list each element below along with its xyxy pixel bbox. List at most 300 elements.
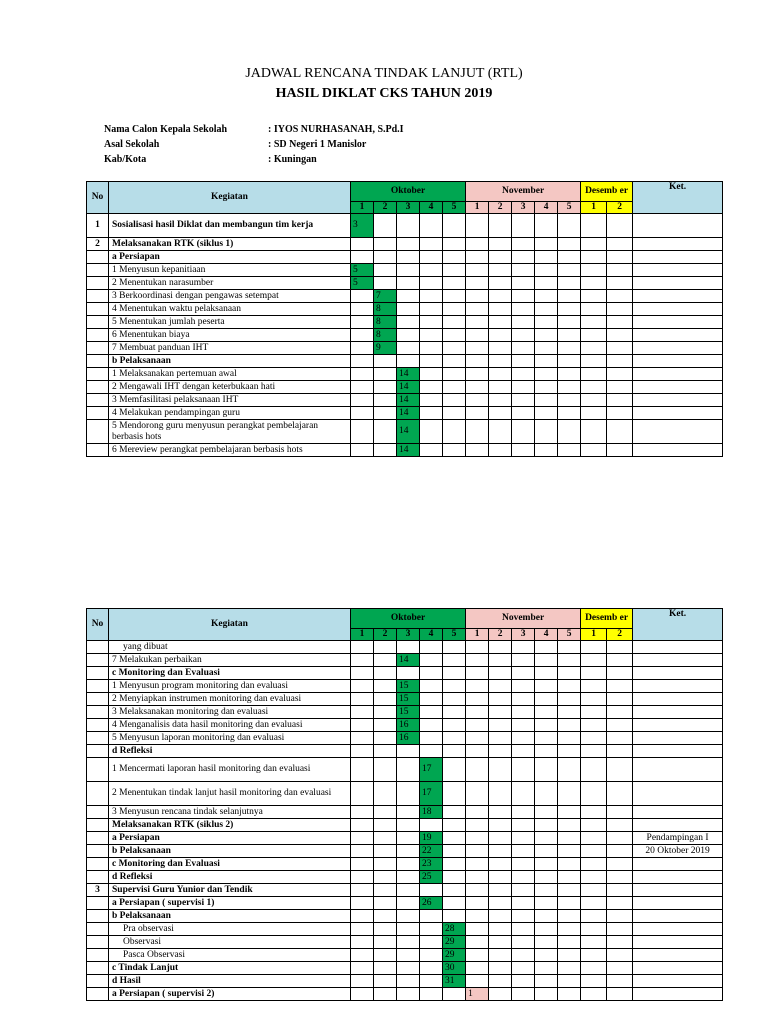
schedule-cell	[420, 745, 443, 758]
schedule-cell	[489, 368, 512, 381]
schedule-cell	[489, 394, 512, 407]
schedule-cell	[397, 758, 420, 782]
schedule-cell	[351, 719, 374, 732]
schedule-cell	[466, 667, 489, 680]
schedule-cell	[466, 962, 489, 975]
schedule-cell	[581, 368, 607, 381]
schedule-cell	[535, 858, 558, 871]
schedule-cell	[443, 988, 466, 1001]
schedule-cell	[558, 806, 581, 819]
note-cell	[633, 214, 723, 238]
schedule-cell	[558, 277, 581, 290]
table-row	[87, 214, 723, 238]
schedule-cell	[607, 949, 633, 962]
row-number: 2	[87, 238, 109, 251]
note-cell	[633, 251, 723, 264]
note-cell	[633, 806, 723, 819]
schedule-cell	[581, 845, 607, 858]
week-header: 5	[443, 629, 466, 641]
schedule-cell	[558, 290, 581, 303]
schedule-cell	[512, 758, 535, 782]
schedule-cell	[420, 962, 443, 975]
schedule-cell	[535, 420, 558, 444]
table-row	[87, 680, 723, 693]
schedule-cell	[489, 884, 512, 897]
info-label: Asal Sekolah	[104, 139, 160, 150]
schedule-cell	[489, 251, 512, 264]
schedule-mark: 15	[397, 706, 420, 719]
activity-cell: a Persiapan	[109, 251, 351, 264]
row-number	[87, 806, 109, 819]
schedule-cell	[374, 706, 397, 719]
table-row	[87, 923, 723, 936]
schedule-cell	[607, 962, 633, 975]
schedule-cell	[558, 910, 581, 923]
schedule-cell	[443, 758, 466, 782]
schedule-cell	[512, 667, 535, 680]
note-cell	[633, 303, 723, 316]
schedule-cell	[607, 444, 633, 457]
table-row	[87, 667, 723, 680]
schedule-cell	[558, 316, 581, 329]
schedule-cell	[512, 641, 535, 654]
activity-cell: Observasi	[109, 936, 351, 949]
schedule-cell	[443, 277, 466, 290]
schedule-cell	[351, 329, 374, 342]
activity-cell: b Pelaksanaan	[109, 845, 351, 858]
schedule-cell	[607, 693, 633, 706]
schedule-cell	[512, 897, 535, 910]
schedule-cell	[558, 819, 581, 832]
table-row	[87, 858, 723, 871]
schedule-cell	[466, 303, 489, 316]
week-header: 2	[489, 202, 512, 214]
schedule-cell	[558, 758, 581, 782]
table-row	[87, 264, 723, 277]
schedule-cell	[489, 238, 512, 251]
table-row	[87, 342, 723, 355]
schedule-cell	[351, 858, 374, 871]
schedule-cell	[607, 706, 633, 719]
schedule-cell	[535, 641, 558, 654]
table-row	[87, 936, 723, 949]
schedule-cell	[351, 845, 374, 858]
schedule-mark: 31	[443, 975, 466, 988]
schedule-cell	[397, 316, 420, 329]
schedule-cell	[397, 819, 420, 832]
schedule-cell	[489, 962, 512, 975]
column-header-november: November	[466, 609, 581, 629]
activity-cell: d Refleksi	[109, 871, 351, 884]
schedule-cell	[535, 871, 558, 884]
schedule-cell	[607, 368, 633, 381]
activity-cell: a Persiapan	[109, 832, 351, 845]
table-row	[87, 444, 723, 457]
schedule-table-2	[86, 608, 723, 1001]
schedule-cell	[397, 806, 420, 819]
schedule-cell	[351, 641, 374, 654]
schedule-cell	[374, 962, 397, 975]
schedule-cell	[581, 355, 607, 368]
schedule-cell	[512, 936, 535, 949]
schedule-cell	[443, 214, 466, 238]
schedule-mark: 19	[420, 832, 443, 845]
schedule-cell	[374, 641, 397, 654]
schedule-cell	[420, 641, 443, 654]
table-row	[87, 832, 723, 845]
schedule-cell	[374, 680, 397, 693]
schedule-cell	[512, 303, 535, 316]
schedule-cell	[607, 381, 633, 394]
row-number	[87, 897, 109, 910]
schedule-cell	[443, 806, 466, 819]
row-number	[87, 316, 109, 329]
schedule-cell	[466, 355, 489, 368]
note-cell	[633, 693, 723, 706]
schedule-cell	[443, 680, 466, 693]
schedule-cell	[374, 871, 397, 884]
table-row	[87, 897, 723, 910]
schedule-cell	[607, 719, 633, 732]
schedule-cell	[535, 329, 558, 342]
schedule-cell	[581, 706, 607, 719]
schedule-cell	[512, 420, 535, 444]
schedule-cell	[512, 277, 535, 290]
note-cell	[633, 641, 723, 654]
schedule-cell	[535, 238, 558, 251]
schedule-cell	[374, 277, 397, 290]
note-cell	[633, 719, 723, 732]
note-cell	[633, 316, 723, 329]
row-number	[87, 641, 109, 654]
column-header-desember: Desemb er	[581, 609, 633, 629]
schedule-mark: 16	[397, 732, 420, 745]
schedule-cell	[397, 277, 420, 290]
schedule-cell	[535, 680, 558, 693]
schedule-cell	[558, 897, 581, 910]
schedule-cell	[351, 897, 374, 910]
schedule-cell	[397, 923, 420, 936]
schedule-cell	[420, 394, 443, 407]
schedule-cell	[535, 214, 558, 238]
schedule-cell	[466, 758, 489, 782]
schedule-cell	[489, 806, 512, 819]
schedule-cell	[397, 641, 420, 654]
row-number	[87, 732, 109, 745]
schedule-cell	[535, 654, 558, 667]
schedule-cell	[466, 654, 489, 667]
schedule-cell	[607, 641, 633, 654]
schedule-cell	[607, 407, 633, 420]
schedule-cell	[489, 858, 512, 871]
schedule-cell	[489, 214, 512, 238]
schedule-cell	[535, 667, 558, 680]
note-cell	[633, 680, 723, 693]
schedule-cell	[535, 923, 558, 936]
schedule-cell	[420, 290, 443, 303]
schedule-cell	[489, 745, 512, 758]
schedule-cell	[512, 680, 535, 693]
schedule-mark: 14	[397, 654, 420, 667]
schedule-cell	[512, 381, 535, 394]
schedule-cell	[558, 693, 581, 706]
schedule-cell	[558, 845, 581, 858]
schedule-cell	[374, 988, 397, 1001]
schedule-cell	[351, 394, 374, 407]
schedule-cell	[443, 444, 466, 457]
row-number	[87, 910, 109, 923]
schedule-cell	[466, 884, 489, 897]
schedule-cell	[466, 290, 489, 303]
schedule-cell	[558, 407, 581, 420]
schedule-cell	[607, 782, 633, 806]
schedule-cell	[581, 680, 607, 693]
schedule-cell	[443, 693, 466, 706]
schedule-cell	[581, 897, 607, 910]
column-header-ket: Ket.	[633, 609, 723, 641]
schedule-cell	[443, 420, 466, 444]
schedule-cell	[466, 251, 489, 264]
schedule-cell	[420, 923, 443, 936]
schedule-cell	[466, 444, 489, 457]
schedule-cell	[466, 910, 489, 923]
schedule-cell	[374, 407, 397, 420]
activity-cell: yang dibuat	[109, 641, 351, 654]
activity-cell: 4 Menganalisis data hasil monitoring dan evaluasi	[109, 719, 351, 732]
note-cell	[633, 949, 723, 962]
row-number	[87, 381, 109, 394]
schedule-cell	[535, 444, 558, 457]
schedule-cell	[581, 858, 607, 871]
schedule-cell	[581, 407, 607, 420]
schedule-cell	[351, 910, 374, 923]
week-header: 5	[558, 202, 581, 214]
schedule-cell	[351, 407, 374, 420]
schedule-mark: 15	[397, 680, 420, 693]
schedule-cell	[397, 936, 420, 949]
schedule-cell	[374, 758, 397, 782]
schedule-cell	[512, 444, 535, 457]
schedule-cell	[489, 871, 512, 884]
column-header-november: November	[466, 182, 581, 202]
schedule-cell	[581, 329, 607, 342]
week-header: 2	[607, 629, 633, 641]
schedule-cell	[558, 719, 581, 732]
schedule-cell	[512, 394, 535, 407]
week-header: 2	[607, 202, 633, 214]
schedule-cell	[512, 342, 535, 355]
schedule-cell	[443, 745, 466, 758]
schedule-cell	[512, 910, 535, 923]
schedule-cell	[466, 680, 489, 693]
row-number	[87, 693, 109, 706]
schedule-cell	[581, 214, 607, 238]
column-header-no: No	[87, 182, 109, 214]
schedule-cell	[443, 845, 466, 858]
schedule-cell	[489, 342, 512, 355]
schedule-mark: 9	[374, 342, 397, 355]
schedule-cell	[466, 264, 489, 277]
schedule-cell	[466, 936, 489, 949]
schedule-cell	[535, 975, 558, 988]
schedule-cell	[512, 290, 535, 303]
schedule-table-1	[86, 181, 723, 457]
schedule-cell	[420, 368, 443, 381]
note-cell	[633, 381, 723, 394]
table-row	[87, 806, 723, 819]
schedule-cell	[581, 641, 607, 654]
schedule-cell	[420, 329, 443, 342]
schedule-cell	[420, 975, 443, 988]
schedule-cell	[581, 884, 607, 897]
schedule-cell	[558, 420, 581, 444]
table-row	[87, 745, 723, 758]
schedule-cell	[420, 819, 443, 832]
column-header-kegiatan: Kegiatan	[109, 609, 351, 641]
schedule-cell	[558, 355, 581, 368]
schedule-cell	[535, 381, 558, 394]
note-cell: Pendampingan I	[633, 832, 723, 845]
schedule-cell	[535, 832, 558, 845]
schedule-cell	[535, 290, 558, 303]
schedule-cell	[374, 832, 397, 845]
schedule-cell	[607, 975, 633, 988]
schedule-cell	[535, 845, 558, 858]
schedule-cell	[581, 420, 607, 444]
schedule-cell	[351, 290, 374, 303]
schedule-cell	[581, 988, 607, 1001]
schedule-cell	[443, 290, 466, 303]
schedule-mark: 15	[397, 693, 420, 706]
schedule-cell	[581, 290, 607, 303]
schedule-cell	[420, 214, 443, 238]
schedule-cell	[374, 936, 397, 949]
table-row	[87, 641, 723, 654]
row-number	[87, 355, 109, 368]
schedule-mark: 14	[397, 368, 420, 381]
schedule-cell	[397, 264, 420, 277]
schedule-cell	[512, 238, 535, 251]
schedule-cell	[489, 303, 512, 316]
schedule-mark: 26	[420, 897, 443, 910]
schedule-cell	[351, 975, 374, 988]
activity-cell: 2 Menyiapkan instrumen monitoring dan evaluasi	[109, 693, 351, 706]
schedule-cell	[466, 329, 489, 342]
schedule-cell	[512, 806, 535, 819]
schedule-cell	[397, 962, 420, 975]
schedule-cell	[607, 238, 633, 251]
schedule-cell	[397, 949, 420, 962]
schedule-cell	[558, 732, 581, 745]
note-cell	[633, 407, 723, 420]
column-header-ket: Ket.	[633, 182, 723, 214]
schedule-cell	[581, 693, 607, 706]
table-row	[87, 884, 723, 897]
schedule-cell	[397, 782, 420, 806]
schedule-cell	[420, 884, 443, 897]
schedule-cell	[558, 936, 581, 949]
schedule-cell	[581, 871, 607, 884]
schedule-cell	[351, 238, 374, 251]
row-number	[87, 264, 109, 277]
schedule-cell	[351, 368, 374, 381]
row-number	[87, 719, 109, 732]
schedule-cell	[443, 897, 466, 910]
schedule-cell	[466, 858, 489, 871]
row-number	[87, 420, 109, 444]
table-row	[87, 845, 723, 858]
activity-cell: 4 Menentukan waktu pelaksanaan	[109, 303, 351, 316]
schedule-mark: 5	[351, 264, 374, 277]
schedule-cell	[351, 355, 374, 368]
schedule-cell	[558, 214, 581, 238]
schedule-mark: 17	[420, 782, 443, 806]
schedule-cell	[443, 667, 466, 680]
schedule-cell	[581, 667, 607, 680]
week-header: 3	[397, 629, 420, 641]
schedule-cell	[607, 732, 633, 745]
schedule-cell	[420, 342, 443, 355]
row-number	[87, 819, 109, 832]
schedule-cell	[489, 420, 512, 444]
schedule-cell	[489, 693, 512, 706]
row-number	[87, 680, 109, 693]
schedule-cell	[466, 641, 489, 654]
table-row	[87, 910, 723, 923]
schedule-cell	[374, 214, 397, 238]
schedule-cell	[397, 303, 420, 316]
schedule-cell	[443, 832, 466, 845]
note-cell	[633, 394, 723, 407]
schedule-cell	[512, 368, 535, 381]
activity-cell: Melaksanakan RTK (siklus 2)	[109, 819, 351, 832]
schedule-cell	[351, 745, 374, 758]
schedule-mark: 17	[420, 758, 443, 782]
schedule-cell	[581, 238, 607, 251]
activity-cell: 2 Mengawali IHT dengan keterbukaan hati	[109, 381, 351, 394]
note-cell	[633, 758, 723, 782]
schedule-cell	[397, 910, 420, 923]
schedule-mark: 14	[397, 394, 420, 407]
schedule-cell	[581, 654, 607, 667]
schedule-cell	[558, 667, 581, 680]
info-value: : SD Negeri 1 Manislor	[268, 139, 367, 150]
schedule-cell	[535, 897, 558, 910]
schedule-cell	[489, 277, 512, 290]
row-number	[87, 654, 109, 667]
schedule-cell	[374, 975, 397, 988]
schedule-cell	[512, 329, 535, 342]
schedule-cell	[374, 355, 397, 368]
schedule-cell	[466, 394, 489, 407]
schedule-cell	[512, 871, 535, 884]
info-label: Nama Calon Kepala Sekolah	[104, 124, 228, 135]
schedule-cell	[558, 975, 581, 988]
info-row	[104, 152, 404, 167]
schedule-cell	[420, 680, 443, 693]
column-header-oktober: Oktober	[351, 182, 466, 202]
schedule-cell	[443, 858, 466, 871]
schedule-cell	[512, 264, 535, 277]
schedule-cell	[351, 806, 374, 819]
schedule-cell	[581, 732, 607, 745]
identity-block	[104, 122, 404, 167]
schedule-cell	[535, 277, 558, 290]
schedule-cell	[581, 394, 607, 407]
activity-cell: b Pelaksanaan	[109, 910, 351, 923]
schedule-cell	[535, 745, 558, 758]
week-header: 5	[558, 629, 581, 641]
